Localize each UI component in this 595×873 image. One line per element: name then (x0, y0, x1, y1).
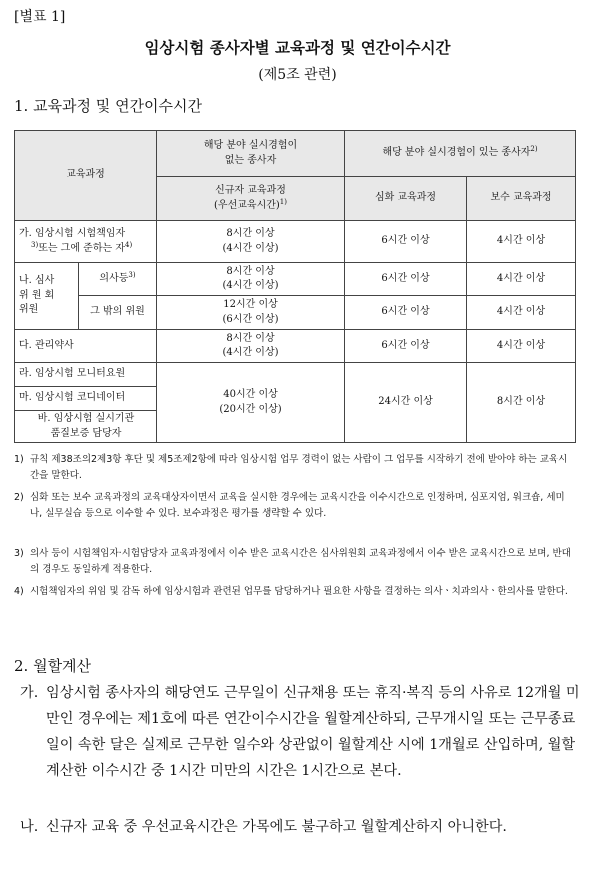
header-experience-text: 해당 분야 실시경험이 있는 종사자 (382, 147, 531, 159)
row-na1-deep: 6시간 이상 (345, 263, 467, 296)
section-2-item-ga (20, 680, 580, 784)
footnote-text: 의사 등이 시험책임자·시험담당자 교육과정에서 이수 받은 교육시간은 심사위원회 교육과정에서 이수 받은 교육시간으로 보며, 반대의 경우도 동일하게 적용한다. (30, 548, 571, 576)
footnote-2 (14, 490, 574, 523)
footnote-ref: 3) (128, 270, 136, 279)
footnote-ref: 1) (279, 197, 287, 206)
row-ma-label: 마. 임상시험 코디네이터 (15, 387, 157, 411)
footnote-number: 4) (14, 586, 24, 597)
header-experience (345, 131, 576, 177)
header-new-course (157, 177, 345, 221)
item-text: 신규자 교육 중 우선교육시간은 가목에도 불구하고 월할계산하지 아니한다. (46, 819, 507, 835)
footnote-text: 시험책임자의 위임 및 감독 하에 임상시험과 관련된 업무를 담당하거나 필요한 사항을 결정하는 의사ㆍ치과의사ㆍ한의사를 말한다. (30, 586, 568, 597)
row-na1-new: 8시간 이상 (4시간 이상) (157, 263, 345, 296)
row-ga-label-line2: 또는 그에 준하는 자 (38, 242, 126, 254)
footnote-number: 2) (14, 492, 24, 503)
item-text: 임상시험 종사자의 해당연도 근무일이 신규채용 또는 휴직·복직 등의 사유로 12개월 미만인 경우에는 제1호에 따른 연간이수시간을 월할계산하되, 근무개시일 또는 근무종료일이 속한 달은 실제로 근무한 일수와 상관없이 월할계산 시에 1개월로 산입하며, 월할계산한 이수시간 중 1시간 미만의 시간은 1시간으로 본다. (46, 685, 580, 779)
row-ga-new: 8시간 이상 (4시간 이상) (157, 221, 345, 263)
row-ga-label (15, 221, 157, 263)
footnote-ref: 2) (530, 145, 538, 154)
header-course: 교육과정 (15, 131, 157, 221)
row-da-refresh: 4시간 이상 (467, 330, 576, 363)
row-ga-label-line2-wrap (19, 242, 153, 257)
row-ga-label-line1: 가. 임상시험 시험책임자 (19, 228, 126, 239)
section-1-heading: 1. 교육과정 및 연간이수시간 (14, 97, 203, 115)
footnote-number: 3) (14, 548, 24, 559)
footnote-1 (14, 452, 574, 485)
header-refresh-course: 보수 교육과정 (467, 177, 576, 221)
row-na2-refresh: 4시간 이상 (467, 296, 576, 330)
document-title: 임상시험 종사자별 교육과정 및 연간이수시간 (144, 38, 451, 57)
row-na-label: 나. 심사 위 원 회 위원 (15, 263, 79, 330)
section-2-item-na (20, 814, 580, 840)
row-ga-deep: 6시간 이상 (345, 221, 467, 263)
header-new-course-text: 신규자 교육과정 (우선교육시간) (214, 185, 286, 211)
annex-tag: [별표 1] (14, 9, 66, 25)
row-ba-label: 바. 임상시험 실시기관 품질보증 담당자 (15, 411, 157, 443)
row-na1-label-text: 의사등 (99, 272, 129, 284)
footnote-3 (14, 546, 574, 579)
footnote-4 (14, 584, 574, 600)
item-marker: 나. (20, 819, 39, 835)
row-na1-refresh: 4시간 이상 (467, 263, 576, 296)
row-da-deep: 6시간 이상 (345, 330, 467, 363)
row-na2-deep: 6시간 이상 (345, 296, 467, 330)
document-subtitle: (제5조 관련) (258, 67, 337, 83)
footnote-text: 심화 또는 보수 교육과정의 교육대상자이면서 교육을 실시한 경우에는 교육시간을 이수시간으로 인정하며, 심포지엄, 워크숍, 세미나, 실무실습 등으로 이수할 수 있다. 보수과정은 평가를 생략할 수 있다. (30, 492, 565, 520)
row-ga-refresh: 4시간 이상 (467, 221, 576, 263)
row-na2-new: 12시간 이상 (6시간 이상) (157, 296, 345, 330)
row-da-new: 8시간 이상 (4시간 이상) (157, 330, 345, 363)
footnote-ref: 3) (31, 240, 39, 249)
item-marker: 가. (20, 685, 39, 701)
section-2-heading: 2. 월할계산 (14, 657, 92, 675)
footnote-ref: 4) (125, 240, 133, 249)
row-group-deep: 24시간 이상 (345, 363, 467, 443)
header-no-experience: 해당 분야 실시경험이 없는 종사자 (157, 131, 345, 177)
header-deep-course: 심화 교육과정 (345, 177, 467, 221)
footnote-number: 1) (14, 454, 24, 465)
row-na2-label: 그 밖의 위원 (79, 296, 157, 330)
course-hours-table (14, 130, 576, 443)
row-group-new: 40시간 이상 (20시간 이상) (157, 363, 345, 443)
row-ra-label: 라. 임상시험 모니터요원 (15, 363, 157, 387)
row-da-label: 다. 관리약사 (15, 330, 157, 363)
row-na1-label (79, 263, 157, 296)
footnote-text: 규칙 제38조의2제3항 후단 및 제5조제2항에 따라 임상시험 업무 경력이 없는 사람이 그 업무를 시작하기 전에 받아야 하는 교육시간을 말한다. (30, 454, 568, 482)
row-group-refresh: 8시간 이상 (467, 363, 576, 443)
